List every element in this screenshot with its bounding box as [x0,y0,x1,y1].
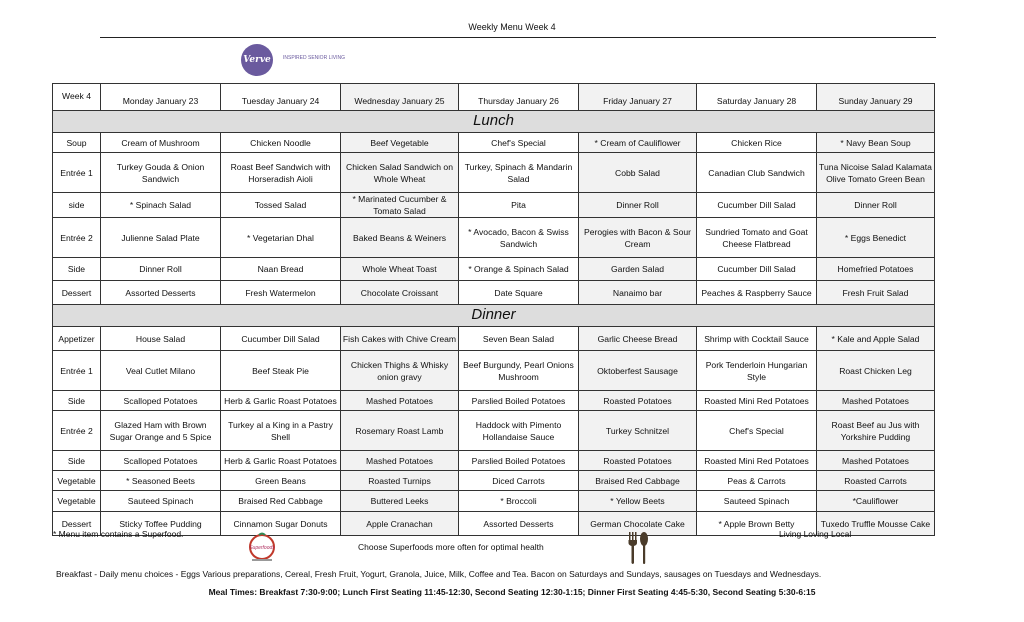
lunch-row [53,281,935,305]
menu-item: Dinner Roll [579,193,697,218]
menu-item: Dinner Roll [101,258,221,281]
dinner-title: Dinner [471,306,516,323]
menu-item: Cobb Salad [579,153,697,193]
menu-item: * Navy Bean Soup [817,133,935,153]
day-header: Sunday January 29 [817,84,935,111]
menu-item: Cucumber Dill Salad [221,327,341,351]
menu-item: Scalloped Potatoes [101,451,221,471]
menu-item: Herb & Garlic Roast Potatoes [221,451,341,471]
day-header: Thursday January 26 [459,84,579,111]
menu-item: Apple Cranachan [341,512,459,536]
menu-item: House Salad [101,327,221,351]
menu-item: Haddock with Pimento Hollandaise Sauce [459,411,579,451]
menu-item: * Avocado, Bacon & Swiss Sandwich [459,218,579,258]
menu-item: Pita [459,193,579,218]
menu-item: Chicken Salad Sandwich on Whole Wheat [341,153,459,193]
menu-item: Braised Red Cabbage [579,471,697,491]
meal-course-label: Soup [53,133,101,153]
menu-item: Parslied Boiled Potatoes [459,391,579,411]
menu-item: Tuxedo Truffle Mousse Cake [817,512,935,536]
meal-course-label: Entrée 1 [53,153,101,193]
meal-course-label: Vegetable [53,471,101,491]
menu-item: Oktoberfest Sausage [579,351,697,391]
menu-item: * Broccoli [459,491,579,512]
menu-item: Garlic Cheese Bread [579,327,697,351]
menu-item: Assorted Desserts [101,281,221,305]
menu-item: Sauteed Spinach [697,491,817,512]
menu-item: Mashed Potatoes [817,391,935,411]
menu-item: * Eggs Benedict [817,218,935,258]
superfoods-logo [244,532,280,564]
meal-course-label: Entrée 2 [53,218,101,258]
meal-times: Meal Times: Breakfast 7:30-9:00; Lunch First Seating 11:45-12:30, Second Seating 12:30-1:15; Dinner First Seating 4:45-5:30, Second Seating 5:30-6:15 [208,587,816,597]
menu-item: German Chocolate Cake [579,512,697,536]
menu-item: Glazed Ham with Brown Sugar Orange and 5 Spice [101,411,221,451]
menu-table [52,83,935,536]
menu-item: Fresh Watermelon [221,281,341,305]
menu-item: Chicken Thighs & Whisky onion gravy [341,351,459,391]
menu-item: Naan Bread [221,258,341,281]
day-header-row [53,84,935,111]
verve-logo-tagline: INSPIRED SENIOR LIVING [283,55,345,61]
menu-item: Mashed Potatoes [341,391,459,411]
menu-item: *Cauliflower [817,491,935,512]
menu-item: Roasted Mini Red Potatoes [697,391,817,411]
menu-item: Chicken Noodle [221,133,341,153]
menu-item: Diced Carrots [459,471,579,491]
menu-item: Mashed Potatoes [817,451,935,471]
meal-course-label: Entrée 1 [53,351,101,391]
dinner-row [53,351,935,391]
lunch-section-header [53,111,935,133]
lunch-row [53,258,935,281]
menu-item: Baked Beans & Weiners [341,218,459,258]
dinner-section-header [53,305,935,327]
menu-item: Veal Cutlet Milano [101,351,221,391]
menu-item: Roasted Potatoes [579,451,697,471]
page-title: Weekly Menu Week 4 [468,22,556,32]
menu-item: Turkey, Spinach & Mandarin Salad [459,153,579,193]
menu-item: * Apple Brown Betty [697,512,817,536]
lunch-row [53,218,935,258]
menu-item: Seven Bean Salad [459,327,579,351]
meal-course-label: Side [53,391,101,411]
menu-item: Cucumber Dill Salad [697,193,817,218]
menu-item: Chocolate Croissant [341,281,459,305]
menu-item: Turkey Schnitzel [579,411,697,451]
menu-item: Turkey al a King in a Pastry Shell [221,411,341,451]
menu-item: Fresh Fruit Salad [817,281,935,305]
menu-item: Tuna Nicoise Salad Kalamata Olive Tomato Green Bean [817,153,935,193]
menu-item: Dinner Roll [817,193,935,218]
menu-item: * Kale and Apple Salad [817,327,935,351]
menu-item: Julienne Salad Plate [101,218,221,258]
breakfast-info: Breakfast - Daily menu choices - Eggs Various preparations, Cereal, Fresh Fruit, Yogurt, Granola, Juice, Milk, Coffee and Tea. Bacon on Saturdays and Sundays, sausages on Tuesdays and Wednesdays. [56,569,822,579]
menu-item: Turkey Gouda & Onion Sandwich [101,153,221,193]
menu-item: Peaches & Raspberry Sauce [697,281,817,305]
verve-logo [241,44,361,78]
menu-item: Nanaimo bar [579,281,697,305]
dinner-row [53,327,935,351]
menu-item: Homefried Potatoes [817,258,935,281]
menu-item: Peas & Carrots [697,471,817,491]
dinner-section-title [53,305,935,327]
day-header: Saturday January 28 [697,84,817,111]
meal-course-label: Dessert [53,281,101,305]
day-header: Wednesday January 25 [341,84,459,111]
superfoods-logo-text: Superfoods [249,545,275,551]
menu-item: Date Square [459,281,579,305]
lunch-row [53,153,935,193]
dinner-row [53,491,935,512]
menu-item: Braised Red Cabbage [221,491,341,512]
menu-item: Cucumber Dill Salad [697,258,817,281]
menu-item: * Seasoned Beets [101,471,221,491]
menu-item: Roasted Mini Red Potatoes [697,451,817,471]
menu-item: Chef's Special [697,411,817,451]
choose-superfoods-text: Choose Superfoods more often for optimal health [358,542,544,552]
menu-item: Assorted Desserts [459,512,579,536]
menu-item: Tossed Salad [221,193,341,218]
menu-item: Sauteed Spinach [101,491,221,512]
meal-course-label: Dessert [53,512,101,536]
menu-item: Cream of Mushroom [101,133,221,153]
menu-item: * Spinach Salad [101,193,221,218]
menu-item: Canadian Club Sandwich [697,153,817,193]
lunch-row [53,193,935,218]
meal-course-label: Appetizer [53,327,101,351]
menu-item: Roasted Carrots [817,471,935,491]
superfood-note: * Menu item contains a Superfood. [53,529,184,539]
meal-course-label: Entrée 2 [53,411,101,451]
verve-logo-mark: Verve [241,44,273,76]
menu-item: Buttered Leeks [341,491,459,512]
menu-item: Cinnamon Sugar Donuts [221,512,341,536]
menu-item: Scalloped Potatoes [101,391,221,411]
meal-course-label: Side [53,451,101,471]
menu-item: Beef Steak Pie [221,351,341,391]
menu-item: Pork Tenderloin Hungarian Style [697,351,817,391]
meal-course-label: Vegetable [53,491,101,512]
menu-item: Beef Vegetable [341,133,459,153]
dinner-row [53,451,935,471]
menu-item: * Vegetarian Dhal [221,218,341,258]
menu-item: Roast Beef au Jus with Yorkshire Pudding [817,411,935,451]
menu-item: Rosemary Roast Lamb [341,411,459,451]
lunch-row [53,133,935,153]
menu-item: Mashed Potatoes [341,451,459,471]
menu-item: Perogies with Bacon & Sour Cream [579,218,697,258]
menu-item: Whole Wheat Toast [341,258,459,281]
menu-item: * Orange & Spinach Salad [459,258,579,281]
menu-item: Parslied Boiled Potatoes [459,451,579,471]
day-header: Monday January 23 [101,84,221,111]
day-header: Friday January 27 [579,84,697,111]
day-header: Tuesday January 24 [221,84,341,111]
menu-item: Sticky Toffee Pudding [101,512,221,536]
menu-item: Roasted Turnips [341,471,459,491]
meal-course-label: side [53,193,101,218]
lunch-section-title [53,111,935,133]
menu-item: Roast Chicken Leg [817,351,935,391]
header-divider [100,37,936,38]
menu-item: Roast Beef Sandwich with Horseradish Aioli [221,153,341,193]
lunch-title: Lunch [473,112,514,129]
cutlery-icon [622,530,654,566]
menu-item: Shrimp with Cocktail Sauce [697,327,817,351]
meal-course-label: Side [53,258,101,281]
menu-item: Garden Salad [579,258,697,281]
menu-item: Sundried Tomato and Goat Cheese Flatbread [697,218,817,258]
menu-item: * Marinated Cucumber & Tomato Salad [341,193,459,218]
menu-item: * Cream of Cauliflower [579,133,697,153]
dinner-row [53,471,935,491]
menu-item: Beef Burgundy, Pearl Onions Mushroom [459,351,579,391]
week-label: Week 4 [53,84,101,111]
menu-item: Roasted Potatoes [579,391,697,411]
living-local-text: Living Loving Local [779,529,852,539]
dinner-row [53,411,935,451]
dinner-row [53,391,935,411]
menu-item: * Yellow Beets [579,491,697,512]
menu-item: Chicken Rice [697,133,817,153]
menu-item: Chef's Special [459,133,579,153]
menu-item: Green Beans [221,471,341,491]
menu-item: Herb & Garlic Roast Potatoes [221,391,341,411]
menu-item: Fish Cakes with Chive Cream [341,327,459,351]
